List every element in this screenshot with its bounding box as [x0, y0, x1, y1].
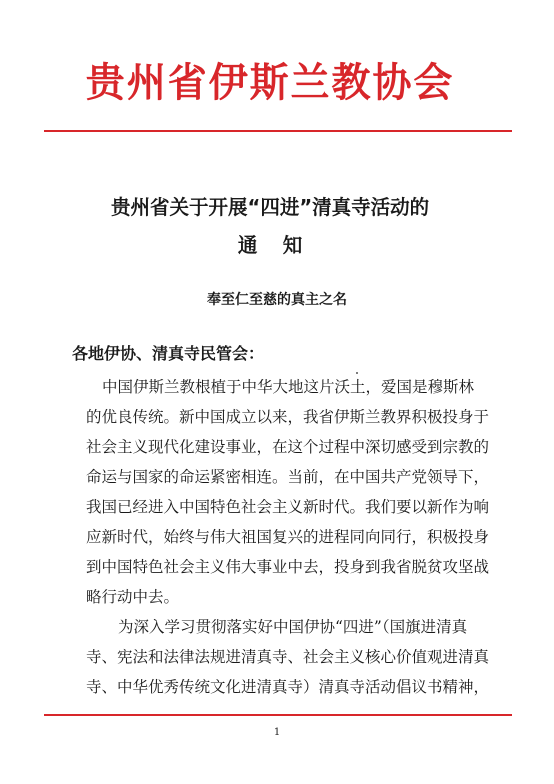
paragraph-1-line-8: 略行动中去。	[86, 588, 180, 606]
salutation: 各地伊协、清真寺民管会：	[72, 344, 265, 363]
paragraph-2-line-3: 寺、中华优秀传统文化进清真寺）清真寺活动倡议书精神，	[86, 678, 490, 696]
paragraph-1-line-3: 社会主义现代化建设事业，在这个过程中深切感受到宗教的	[86, 438, 490, 456]
paragraph-2-line-1: 为深入学习贯彻落实好中国伊协“四进”（国旗进清真	[118, 618, 468, 636]
letterhead-title: 贵州省伊斯兰教协会	[85, 60, 455, 106]
footer-divider	[44, 714, 512, 716]
paragraph-1-line-5: 我国已经进入中国特色社会主义新时代。我们要以新作为响	[86, 498, 490, 516]
scan-speck	[356, 372, 358, 374]
paragraph-1-line-1: 中国伊斯兰教根植于中华大地这片沃土，爱国是穆斯林	[102, 378, 475, 396]
notice-title-line-2: 通知	[237, 233, 328, 257]
letterhead-divider	[44, 130, 512, 132]
basmala: 奉至仁至慈的真主之名	[207, 292, 347, 308]
page-number: 1	[273, 727, 281, 738]
paragraph-2-line-2: 寺、宪法和法律法规进清真寺、社会主义核心价值观进清真	[86, 648, 490, 666]
paragraph-1-line-6: 应新时代，始终与伟大祖国复兴的进程同向同行，积极投身	[86, 528, 490, 546]
paragraph-1-line-4: 命运与国家的命运紧密相连。当前，在中国共产党领导下，	[86, 468, 490, 486]
notice-title-line-1: 贵州省关于开展“四进”清真寺活动的	[110, 195, 430, 219]
paragraph-1-line-7: 到中国特色社会主义伟大事业中去，投身到我省脱贫攻坚战	[86, 558, 490, 576]
paragraph-1-line-2: 的优良传统。新中国成立以来，我省伊斯兰教界积极投身于	[86, 408, 490, 426]
